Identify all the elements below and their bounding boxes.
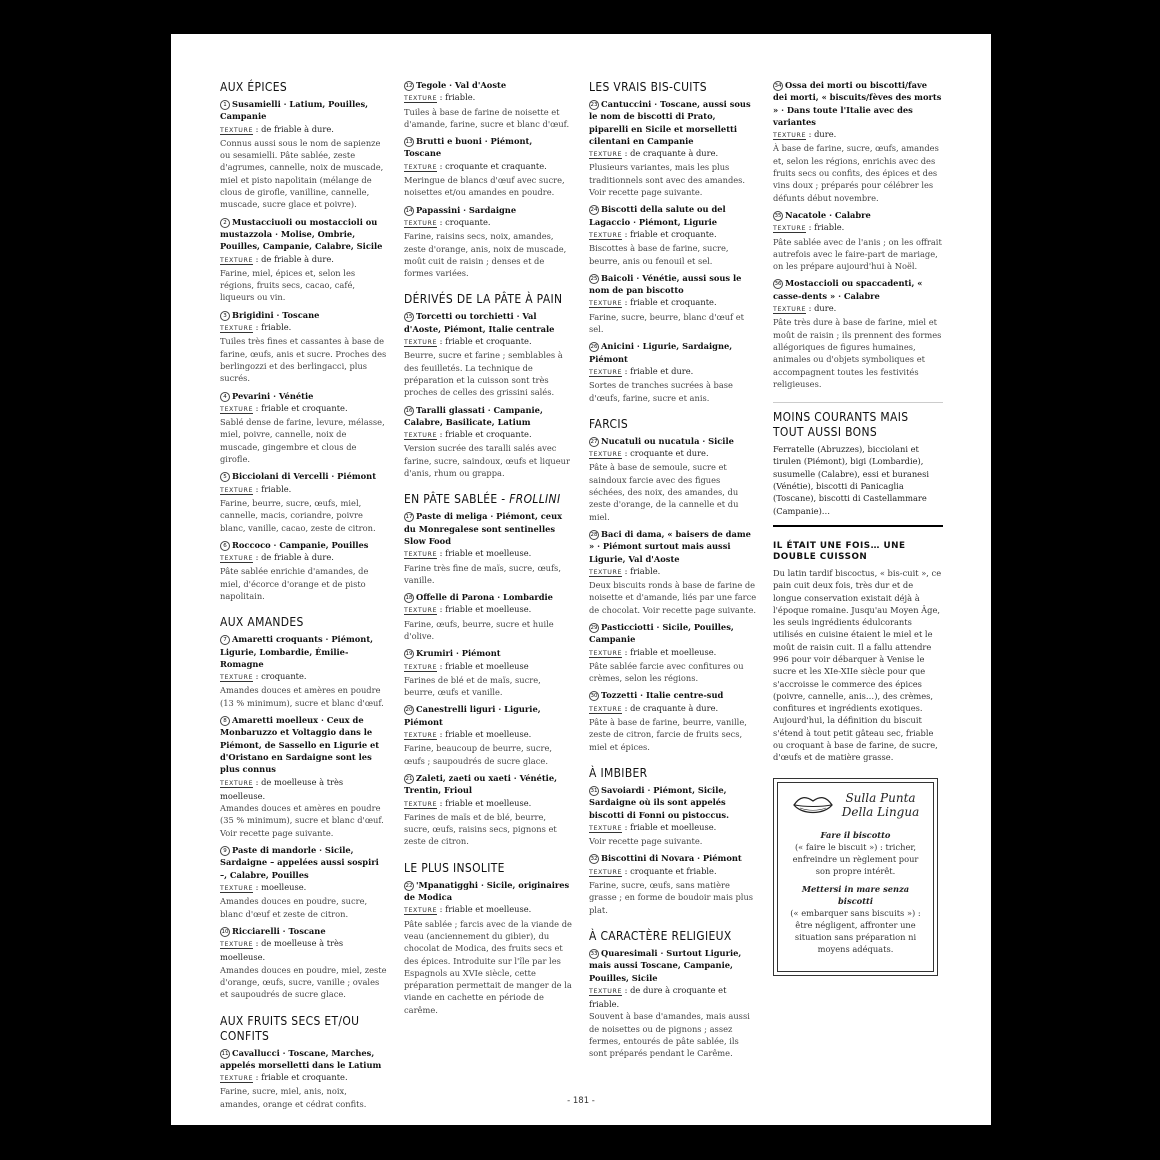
- entry-texture: TEXTURE : friable et moelleuse.: [589, 646, 717, 657]
- entry-texture: TEXTURE : friable et moelleuse.: [404, 797, 532, 808]
- entry-texture: TEXTURE : friable et croquante.: [220, 402, 348, 413]
- entry-number: 27: [590, 438, 598, 445]
- entry-number: 20: [405, 707, 413, 714]
- section-heading-amandes: AUX AMANDES: [220, 614, 304, 630]
- section-heading-pate-a-pain: DÉRIVÉS DE LA PÂTE À PAIN: [404, 291, 563, 307]
- entry-description: Pâte à base de farine, beurre, vanille, zeste de citron, farcie de fruits secs, miel et épices.: [589, 717, 747, 752]
- entry-title: 36 Mostaccioli ou spaccadenti, « casse-dents » · Calabre: [773, 278, 923, 301]
- entry-description: Farine, sucre, œufs, sans matière grasse ; en forme de boudoir mais plus plat.: [589, 880, 754, 915]
- entry-8: [220, 714, 387, 839]
- entry-description: Farine très fine de maïs, sucre, œufs, vanille.: [404, 562, 561, 585]
- entry-texture: TEXTURE : dure.: [773, 303, 837, 314]
- texture-label: TEXTURE: [589, 300, 623, 308]
- entry-33: [589, 947, 757, 1060]
- history-text: Du latin tardif biscoctus, « bis-cuit », ce pain cuit deux fois, très dur et de longue conservation existait déjà à l'époque romaine. Jusqu'au Moyen Âge, les seuls ingrédients édulcorants utilisés en cuisine étaient le miel et le moût de raisin cuit. Il a fallu attendre 996 pour voir débarquer à Venise le sucre et les XIe-XIIe siècle pour que s'accroisse le commerce des épices (poivre, cannelle, anis…), des crèmes, confitures et ingrédients exotiques. Aujourd'hui, la définition du biscuit s'étend à tout petit gâteau sec, friable ou croquant à base de farine, de sucre, d'œufs et de matière grasse.: [773, 567, 942, 763]
- entry-texture: TEXTURE : de friable à dure.: [220, 253, 334, 264]
- entry-number: 13: [405, 139, 413, 146]
- entry-texture: TEXTURE : de craquante à dure.: [589, 702, 719, 713]
- entry-description: Souvent à base d'amandes, mais aussi de noisettes ou de pignons ; assez fermes, entourés de pâte sablée, ils sont préparés pendant le Carême.: [589, 1011, 750, 1059]
- entry-5: [220, 470, 387, 533]
- texture-label: TEXTURE: [404, 95, 438, 103]
- section-heading-farcis: FARCIS: [589, 415, 629, 431]
- entry-title: 22 'Mpanatigghi · Sicile, originaires de Modica: [404, 879, 570, 903]
- entry-title: 13 Brutti e buoni · Piémont, Toscane: [404, 136, 533, 159]
- box-title: [842, 791, 919, 819]
- texture-label: TEXTURE: [589, 151, 623, 159]
- entry-texture: TEXTURE : friable et croquante.: [589, 228, 717, 239]
- entry-texture: TEXTURE : friable et moelleuse: [404, 660, 529, 671]
- entry-description: Farine, sucre, beurre, blanc d'œuf et sel.: [589, 311, 744, 335]
- entry-texture: TEXTURE : de dure à croquante et friable.: [589, 984, 727, 1010]
- entry-description: Beurre, sucre et farine ; semblables à des feuilletés. La technique de préparation et la cuisson sont très proches de celles des grissini salés.: [404, 350, 563, 398]
- entry-title: 33 Quaresimali · Surtout Ligurie, mais aussi Toscane, Campanie, Pouilles, Sicile: [589, 947, 742, 983]
- box-title-line-1: Sulla Punta: [845, 790, 916, 805]
- entry-3: [220, 309, 387, 385]
- entry-7: [220, 633, 387, 709]
- entry-10: [220, 925, 387, 1001]
- entry-description: Voir recette page suivante.: [589, 836, 703, 847]
- entry-description: Farine, œufs, beurre, sucre et huile d'olive.: [404, 618, 554, 641]
- entry-number: 7: [220, 635, 230, 645]
- entry-2: [220, 216, 387, 304]
- texture-label: TEXTURE: [589, 368, 623, 376]
- entry-25: [589, 272, 757, 335]
- entry-title: 31 Savoiardi · Piémont, Sicile, Sardaigne où ils sont appelés biscotti di Fonni ou pistoccus.: [589, 784, 729, 820]
- entry-texture: TEXTURE : croquante et craquante.: [404, 160, 547, 171]
- entry-21: [404, 772, 572, 848]
- entry-texture: TEXTURE : friable et croquante.: [404, 429, 532, 440]
- entry-4: [220, 390, 387, 466]
- entry-texture: TEXTURE : friable et moelleuse.: [404, 604, 532, 615]
- entry-description: Pâte sablée avec de l'anis ; on les offrait autrefois avec le faire-part de mariage, on les prépare aujourd'hui à Noël.: [773, 236, 942, 272]
- column-3: [589, 79, 757, 1065]
- entry-texture: TEXTURE : dure.: [773, 129, 837, 140]
- entry-description: Amandes douces et amères en poudre (35 % minimum), sucre et blanc d'œuf. Voir recette page suivante.: [220, 803, 384, 838]
- entry-texture: TEXTURE : croquante.: [404, 216, 491, 227]
- entry-texture: TEXTURE : friable et moelleuse.: [404, 904, 532, 915]
- entry-number: 28: [590, 531, 598, 538]
- entry-17: [404, 510, 572, 586]
- entry-texture: TEXTURE : friable et croquante.: [220, 1072, 348, 1083]
- entry-description: Amandes douces en poudre, miel, zeste d'orange, œufs, sucre, vanille ; ovales et saupoudrés de sucre glace.: [220, 964, 387, 1000]
- entry-title: 14 Papassini · Sardaigne: [405, 204, 517, 215]
- texture-label: TEXTURE: [589, 231, 623, 239]
- entry-title: 18 Offelle di Parona · Lombardie: [405, 592, 553, 603]
- separator-line: [773, 402, 943, 403]
- entry-number: 34: [774, 83, 782, 89]
- entry-20: [404, 703, 572, 766]
- entry-number: 16: [405, 407, 413, 414]
- entry-number: 26: [590, 344, 598, 351]
- texture-label: TEXTURE: [404, 163, 438, 171]
- entry-35: [773, 209, 943, 272]
- texture-label: TEXTURE: [589, 868, 623, 876]
- entry-title: 4 Pevarini · Vénétie: [220, 390, 387, 402]
- texture-label: TEXTURE: [220, 126, 254, 134]
- entry-description: Tuiles à base de farine de noisette et d'amande, farine, sucre et blanc d'œuf.: [404, 106, 570, 129]
- entry-number: 24: [590, 207, 598, 214]
- entry-number: 6: [220, 541, 230, 551]
- entry-description: Version sucrée des taralli salés avec farine, sucre, saindoux, œufs et liqueur d'anis, rhum ou grappa.: [404, 443, 570, 479]
- entry-description: Amandes douces et amères en poudre (13 % minimum), sucre et blanc d'œuf.: [220, 685, 384, 708]
- history-section: [773, 541, 943, 764]
- entry-title: 29 Pasticciotti · Sicile, Pouilles, Campanie: [589, 621, 734, 645]
- texture-label: TEXTURE: [220, 884, 254, 892]
- lips-icon: [792, 793, 834, 817]
- texture-label: TEXTURE: [220, 405, 254, 413]
- box-title-line-2: Della Lingua: [841, 804, 920, 819]
- expression-term-1: Fare il biscotto: [820, 829, 891, 840]
- entry-title: 12 Tegole · Val d'Aoste: [405, 80, 507, 90]
- entry-texture: TEXTURE : friable et moelleuse.: [404, 548, 532, 559]
- entry-26: [589, 340, 757, 403]
- entry-number: 15: [405, 314, 413, 321]
- entry-27: [589, 435, 757, 523]
- entry-description: Farines de blé et de maïs, sucre, beurre, œufs et vanille.: [404, 674, 541, 698]
- entry-title: 25 Baicoli · Vénétie, aussi sous le nom de pan biscotto: [589, 272, 742, 296]
- entry-texture: TEXTURE : croquante et dure.: [589, 448, 709, 459]
- entry-number: 9: [220, 846, 230, 856]
- section-heading-bis-cuits: LES VRAIS BIS-CUITS: [589, 79, 707, 94]
- entry-number: 14: [405, 207, 413, 214]
- entry-title: 26 Anicini · Ligurie, Sardaigne, Piémont: [589, 341, 733, 364]
- entry-title: 17 Paste di meliga · Piémont, ceux du Monregalese sont sentinelles Slow Food: [404, 511, 563, 546]
- texture-label: TEXTURE: [589, 705, 623, 713]
- entry-texture: TEXTURE : friable.: [404, 92, 476, 103]
- entry-15: [404, 310, 572, 398]
- entry-title: 1 Susamielli · Latium, Pouilles, Campanie: [220, 99, 369, 122]
- entry-description: Tuiles très fines et cassantes à base de farine, œufs, anis et sucre. Proches des berlingozzi et des berlingacci, plus sucrés.: [220, 336, 387, 384]
- history-title: IL ÉTAIT UNE FOIS… UNE DOUBLE CUISSON: [773, 540, 906, 562]
- entry-texture: TEXTURE : de moelleuse à très moelleuse.: [220, 938, 344, 963]
- texture-label: TEXTURE: [404, 907, 438, 915]
- texture-label: TEXTURE: [220, 325, 254, 333]
- column-1: [220, 79, 387, 1115]
- entry-texture: TEXTURE : friable et croquante.: [404, 336, 532, 347]
- entry-title: 7 Amaretti croquants · Piémont, Ligurie, Lombardie, Émilie-Romagne: [220, 634, 374, 669]
- entry-texture: TEXTURE : friable et dure.: [589, 365, 694, 376]
- entry-description: Pâte sablée farcie avec confitures ou crèmes, selon les régions.: [589, 660, 744, 684]
- entry-title: 6 Roccoco · Campanie, Pouilles: [220, 539, 387, 551]
- texture-label: TEXTURE: [589, 568, 623, 576]
- texture-label: TEXTURE: [589, 451, 623, 459]
- entry-title: 10 Ricciarelli · Toscane: [221, 925, 326, 936]
- moins-courants-text: Ferratelle (Abruzzes), bicciolani et tirulen (Piémont), bigi (Lombardie), susumelle (Calabre), essi et buranesi (Vénétie), biscotti di Panicaglia (Toscane), biscotti di Castellammare (Campanie)…: [773, 444, 929, 516]
- entry-title: 5 Bicciolani di Vercelli · Piémont: [220, 470, 387, 482]
- expression-definition-1: (« faire le biscuit ») : tricher, enfreindre un règlement pour son propre intérêt.: [792, 841, 919, 876]
- entry-description: Farine, beaucoup de beurre, sucre, œufs ; saupoudrés de sucre glace.: [404, 743, 553, 766]
- entry-29: [589, 621, 757, 684]
- entry-texture: TEXTURE : croquante.: [220, 671, 307, 682]
- entry-title: 21 Zaleti, zaeti ou xaeti · Vénétie, Trentin, Frioul: [404, 772, 557, 796]
- entry-13: [404, 135, 572, 198]
- entry-description: Pâte à base de semoule, sucre et saindoux farcie avec des figues séchées, des noix, des amandes, du zeste d'orange, de la cannelle et du miel.: [589, 462, 739, 522]
- entry-description: Farine, miel, épices et, selon les régions, fruits secs, cacao, café, liqueurs ou vin.: [220, 267, 356, 303]
- entry-31: [589, 784, 757, 847]
- column-2: [404, 79, 572, 1021]
- entry-6: [220, 539, 387, 602]
- texture-label: TEXTURE: [404, 663, 438, 671]
- entry-18: [404, 591, 572, 642]
- section-heading-religieux: À CARACTÈRE RELIGIEUX: [589, 927, 732, 943]
- entry-description: Plusieurs variantes, mais les plus traditionnels sont avec des amandes. Voir recette page suivante.: [589, 162, 746, 198]
- entry-title: 15 Torcetti ou torchietti · Val d'Aoste, Piémont, Italie centrale: [404, 311, 555, 334]
- entry-number: 31: [590, 787, 598, 794]
- entry-number: 32: [590, 856, 598, 863]
- entry-number: 23: [590, 102, 598, 108]
- texture-label: TEXTURE: [404, 607, 438, 615]
- entry-number: 22: [405, 882, 413, 889]
- entry-title: 28 Baci di dama, « baisers de dame » · Piémont surtout mais aussi Ligurie, Val d'Aoste: [589, 528, 751, 564]
- entry-title: 30 Tozzetti · Italie centre-sud: [590, 690, 724, 701]
- entry-description: Farine, sucre, miel, anis, noix, amandes, orange et cédrat confits.: [220, 1086, 367, 1109]
- entry-number: 5: [220, 472, 230, 482]
- entry-36: [773, 277, 943, 390]
- entry-number: 25: [590, 275, 598, 282]
- entry-number: 30: [590, 693, 598, 700]
- entry-22: [404, 879, 572, 1016]
- texture-label: TEXTURE: [220, 941, 254, 949]
- texture-label: TEXTURE: [589, 824, 623, 832]
- entry-1: [220, 98, 387, 211]
- entry-24: [589, 203, 757, 266]
- entry-title: 19 Krumiri · Piémont: [405, 648, 501, 659]
- entry-34: [773, 79, 943, 204]
- entry-title: 9 Paste di mandorle · Sicile, Sardaigne – appelées aussi sospiri –, Calabre, Pouilles: [220, 845, 379, 880]
- entry-number: 18: [405, 595, 413, 602]
- entry-description: Biscottes à base de farine, sucre, beurre, anis ou fenouil et sel.: [589, 243, 729, 266]
- entry-number: 4: [220, 392, 230, 402]
- entry-texture: TEXTURE : friable et croquante.: [589, 297, 717, 308]
- entry-title: 27 Nucatuli ou nucatula · Sicile: [590, 435, 734, 446]
- entry-19: [404, 647, 572, 698]
- book-page: [171, 34, 991, 1125]
- entry-30: [589, 689, 757, 752]
- entry-texture: TEXTURE : friable et moelleuse.: [589, 821, 717, 832]
- texture-label: TEXTURE: [220, 674, 254, 682]
- entry-16: [404, 404, 572, 480]
- entry-description: Sortes de tranches sucrées à base d'œufs, farine, sucre et anis.: [589, 380, 733, 403]
- texture-label: TEXTURE: [220, 256, 254, 264]
- entry-texture: TEXTURE : friable.: [220, 322, 292, 333]
- entry-title: 20 Canestrelli liguri · Ligurie, Piémont: [404, 704, 541, 727]
- entry-description: À base de farine, sucre, œufs, amandes et, selon les régions, enrichis avec des fruits secs ou confits, des épices et des vins doux ; préparés pour célébrer les défunts début novembre.: [773, 143, 939, 203]
- entry-description: Farine, raisins secs, noix, amandes, zeste d'orange, anis, noix de muscade, moût cuit de raisin ; denses et de formes variées.: [404, 231, 567, 279]
- entry-number: 19: [405, 651, 413, 658]
- entry-title: 35 Nacatole · Calabre: [774, 209, 871, 220]
- texture-label: TEXTURE: [589, 987, 623, 995]
- expression-definition-2: (« embarquer sans biscuits ») : être négligent, affronter une situation sans préparation ni moyens adéquats.: [790, 907, 921, 954]
- moins-courants-section: [773, 409, 943, 517]
- entry-description: Deux biscuits ronds à base de farine de noisette et d'amande, liés par une farce de chocolat. Voir recette page suivante.: [589, 580, 757, 615]
- section-heading-epices: AUX ÉPICES: [220, 79, 288, 94]
- entry-number: 21: [405, 775, 413, 782]
- entry-number: 36: [774, 281, 782, 288]
- texture-label: TEXTURE: [404, 219, 438, 227]
- entry-number: 10: [221, 928, 229, 935]
- entry-texture: TEXTURE : croquante et friable.: [589, 865, 717, 876]
- entry-28: [589, 528, 757, 616]
- entry-number: 1: [220, 100, 230, 110]
- entry-title: 34 Ossa dei morti ou biscotti/fave dei morti, « biscuits/fèves des morts » · Dans toute l'Italie avec des variantes: [773, 80, 942, 127]
- entry-14: [404, 204, 572, 280]
- entry-title: 3 Brigidini · Toscane: [220, 309, 387, 321]
- entry-number: 29: [590, 624, 598, 631]
- expression-term-2: Mettersi in mare senza biscotti: [801, 883, 910, 906]
- entry-texture: TEXTURE : de craquante à dure.: [589, 148, 719, 159]
- expressions-box: [773, 778, 938, 976]
- entry-number: 8: [220, 716, 230, 726]
- texture-label: TEXTURE: [773, 306, 807, 314]
- entry-texture: TEXTURE : de friable à dure.: [220, 123, 334, 134]
- section-heading-imbiber: À IMBIBER: [589, 764, 648, 780]
- entry-description: Connus aussi sous le nom de sapienze ou sesamielli. Pâte sablée, zeste d'agrumes, cannelle, noix de muscade, miel et pisto napolitain (mélange de clous de girofle, vanilline, cannelle, muscade, sucre glace et poivre).: [220, 137, 384, 210]
- entry-title: 24 Biscotti della salute ou del Lagaccio · Piémont, Ligurie: [589, 204, 726, 227]
- texture-label: TEXTURE: [773, 132, 807, 140]
- expressions-box-inner: [777, 782, 934, 972]
- column-4: [773, 79, 943, 976]
- texture-label: TEXTURE: [220, 555, 254, 563]
- entry-description: Meringue de blancs d'œuf avec sucre, noisettes et/ou amandes en poudre.: [404, 175, 565, 198]
- texture-label: TEXTURE: [404, 432, 438, 440]
- entry-number: 11: [221, 1050, 229, 1057]
- entry-texture: TEXTURE : de friable à dure.: [220, 552, 334, 563]
- entry-texture: TEXTURE : friable.: [589, 565, 661, 576]
- entry-32: [589, 852, 757, 915]
- entry-9: [220, 844, 387, 920]
- entry-description: Farines de maïs et de blé, beurre, sucre, œufs, raisins secs, pignons et zeste de citron.: [404, 811, 557, 847]
- section-heading-pate-sablee: EN PÂTE SABLÉE - FROLLINI: [404, 491, 561, 507]
- entry-texture: TEXTURE : de moelleuse à très moelleuse.: [220, 776, 344, 801]
- entry-number: 33: [590, 950, 598, 957]
- entry-title: 23 Cantuccini · Toscane, aussi sous le nom de biscotti di Prato, piparelli en Sicile et morselletti cilentani en Campanie: [589, 99, 751, 146]
- section-heading-moins-courants: MOINS COURANTS MAIS TOUT AUSSI BONS: [773, 409, 909, 440]
- page-number: - 181 -: [567, 1096, 595, 1106]
- entry-number: 35: [774, 212, 782, 219]
- entry-texture: TEXTURE : friable.: [773, 222, 845, 233]
- entry-title: 2 Mustacciuoli ou mostaccioli ou mustazzola · Molise, Ombrie, Pouilles, Campanie, Calabre, Sicile: [220, 216, 383, 252]
- texture-label: TEXTURE: [404, 800, 438, 808]
- entry-description: Pâte très dure à base de farine, miel et moût de raisin ; ils prennent des formes allégoriques de figures humaines, animales ou d'objets symboliques et accompagnent toutes les festivités religieuses.: [773, 317, 942, 389]
- texture-label: TEXTURE: [404, 339, 438, 347]
- entry-number: 2: [220, 218, 230, 228]
- entry-texture: TEXTURE : moelleuse.: [220, 881, 307, 892]
- box-header: [784, 791, 927, 819]
- entry-description: Farine, beurre, sucre, œufs, miel, cannelle, macis, coriandre, poivre blanc, vanille, cacao, zeste de citron.: [220, 497, 376, 533]
- texture-label: TEXTURE: [220, 486, 254, 494]
- texture-label: TEXTURE: [773, 225, 807, 233]
- entry-texture: TEXTURE : friable et moelleuse.: [404, 729, 532, 740]
- texture-label: TEXTURE: [220, 779, 254, 787]
- entry-description: Amandes douces en poudre, sucre, blanc d'œuf et zeste de citron.: [220, 896, 368, 919]
- entry-23: [589, 98, 757, 198]
- entry-title: 32 Biscottini di Novara · Piémont: [590, 853, 742, 864]
- section-heading-insolite: LE PLUS INSOLITE: [404, 859, 505, 875]
- texture-label: TEXTURE: [404, 732, 438, 740]
- entry-texture: TEXTURE : friable.: [220, 483, 292, 494]
- entry-description: Pâte sablée enrichie d'amandes, de miel, d'écorce d'orange et de pisto napolitain.: [220, 566, 369, 601]
- entry-description: Pâte sablée ; farcis avec de la viande de veau (anciennement du gibier), du chocolat de Modica, des fruits secs et des épices. Introduite sur l'île par les Espagnols au XVIe siècle, cette préparation permettait de manger de la viande en cachette en période de carême.: [404, 918, 572, 1015]
- entry-number: 12: [405, 83, 413, 89]
- entry-number: 17: [405, 514, 413, 521]
- thick-divider: [773, 525, 943, 527]
- entry-description: Sablé dense de farine, levure, mélasse, miel, poivre, cannelle, noix de muscade, gingembre et clous de girofle.: [220, 417, 385, 465]
- texture-label: TEXTURE: [589, 649, 623, 657]
- entry-title: 16 Taralli glassati · Campanie, Calabre, Basilicate, Latium: [404, 404, 543, 427]
- entry-title: 8 Amaretti moelleux · Ceux de Monbaruzzo et Voltaggio dans le Piémont, de Sassello en Ligurie et d'Oristano en Sardaigne sont les plus connus: [220, 715, 380, 775]
- texture-label: TEXTURE: [404, 551, 438, 559]
- entry-title: 11 Cavallucci · Toscane, Marches, appelés morselletti dans le Latium: [220, 1047, 382, 1070]
- section-heading-fruits-secs: AUX FRUITS SECS ET/OU CONFITS: [220, 1012, 360, 1043]
- entry-number: 3: [220, 311, 230, 321]
- texture-label: TEXTURE: [220, 1075, 254, 1083]
- entry-12: [404, 79, 572, 130]
